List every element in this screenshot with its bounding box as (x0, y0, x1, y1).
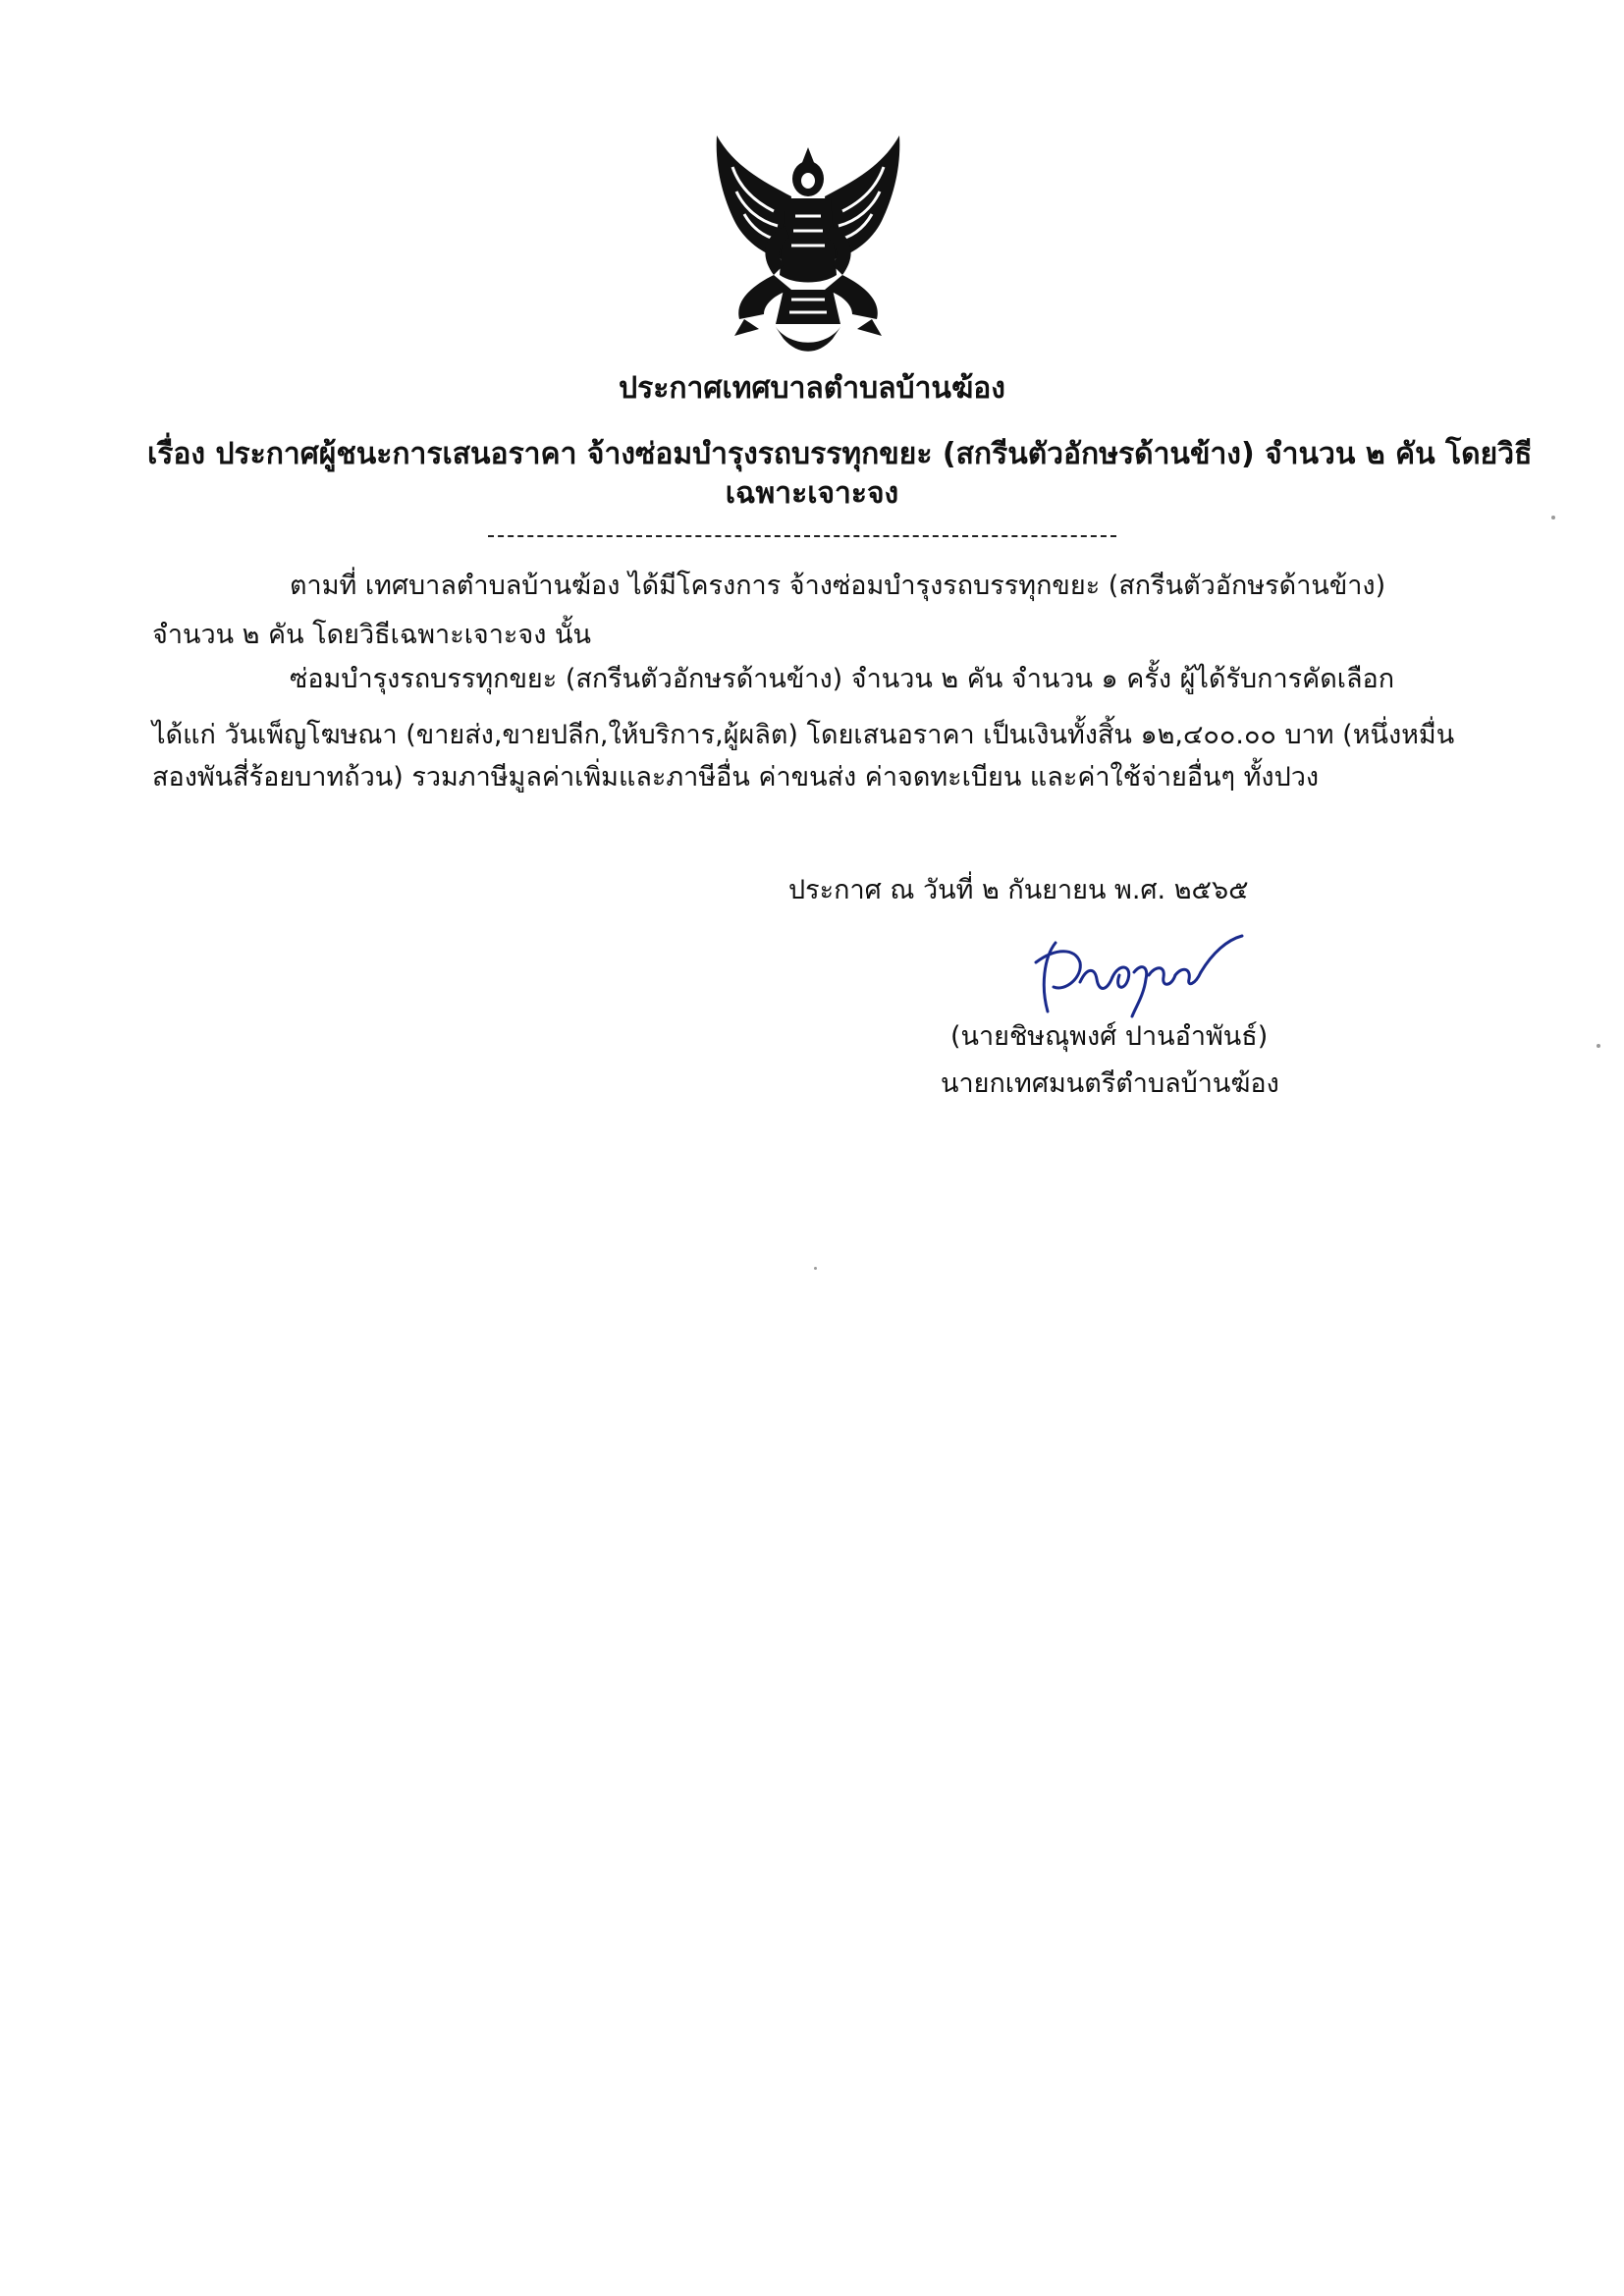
announcement-subject-line-1: เรื่อง ประกาศผู้ชนะการเสนอราคา จ้างซ่อมบำรุงรถบรรทุกขยะ (สกรีนตัวอักษรด้านข้าง) จำนวน ๒ คัน โดยวิธี (147, 437, 1533, 471)
announcement-title: ประกาศเทศบาลตำบลบ้านฆ้อง (619, 371, 1005, 406)
scan-speck (1597, 1044, 1600, 1048)
signer-title: นายกเทศมนตรีตำบลบ้านฆ้อง (941, 1068, 1279, 1099)
paragraph-2-line-3: สองพันสี่ร้อยบาทถ้วน) รวมภาษีมูลค่าเพิ่มและภาษีอื่น ค่าขนส่ง ค่าจดทะเบียน และค่าใช้จ่ายอื่นๆ ทั้งปวง (152, 762, 1320, 793)
scan-speck (1551, 516, 1555, 519)
scan-speck (814, 1267, 817, 1270)
dashed-divider (488, 535, 1116, 537)
signer-name: (นายชิษณุพงศ์ ปานอำพันธ์) (950, 1021, 1269, 1052)
paragraph-2-line-2: ได้แก่ วันเพ็ญโฆษณา (ขายส่ง,ขายปลีก,ให้บริการ,ผู้ผลิต) โดยเสนอราคา เป็นเงินทั้งสิ้น ๑๒,๔๐๐.๐๐ บาท (หนึ่งหมื่น (152, 720, 1455, 750)
announcement-date: ประกาศ ณ วันที่ ๒ กันยายน พ.ศ. ๒๕๖๕ (788, 875, 1249, 905)
paragraph-1-line-2: จำนวน ๒ คัน โดยวิธีเฉพาะเจาะจง นั้น (152, 620, 591, 650)
handwritten-signature (1026, 918, 1247, 1021)
paragraph-1-line-1: ตามที่ เทศบาลตำบลบ้านฆ้อง ได้มีโครงการ จ้างซ่อมบำรุงรถบรรทุกขยะ (สกรีนตัวอักษรด้านข้าง) (290, 571, 1386, 601)
garuda-emblem-icon (705, 128, 911, 363)
announcement-subject-line-2: เฉพาะเจาะจง (725, 476, 899, 511)
paragraph-2-line-1: ซ่อมบำรุงรถบรรทุกขยะ (สกรีนตัวอักษรด้านข้าง) จำนวน ๒ คัน จำนวน ๑ ครั้ง ผู้ได้รับการคัดเลือก (290, 664, 1395, 694)
